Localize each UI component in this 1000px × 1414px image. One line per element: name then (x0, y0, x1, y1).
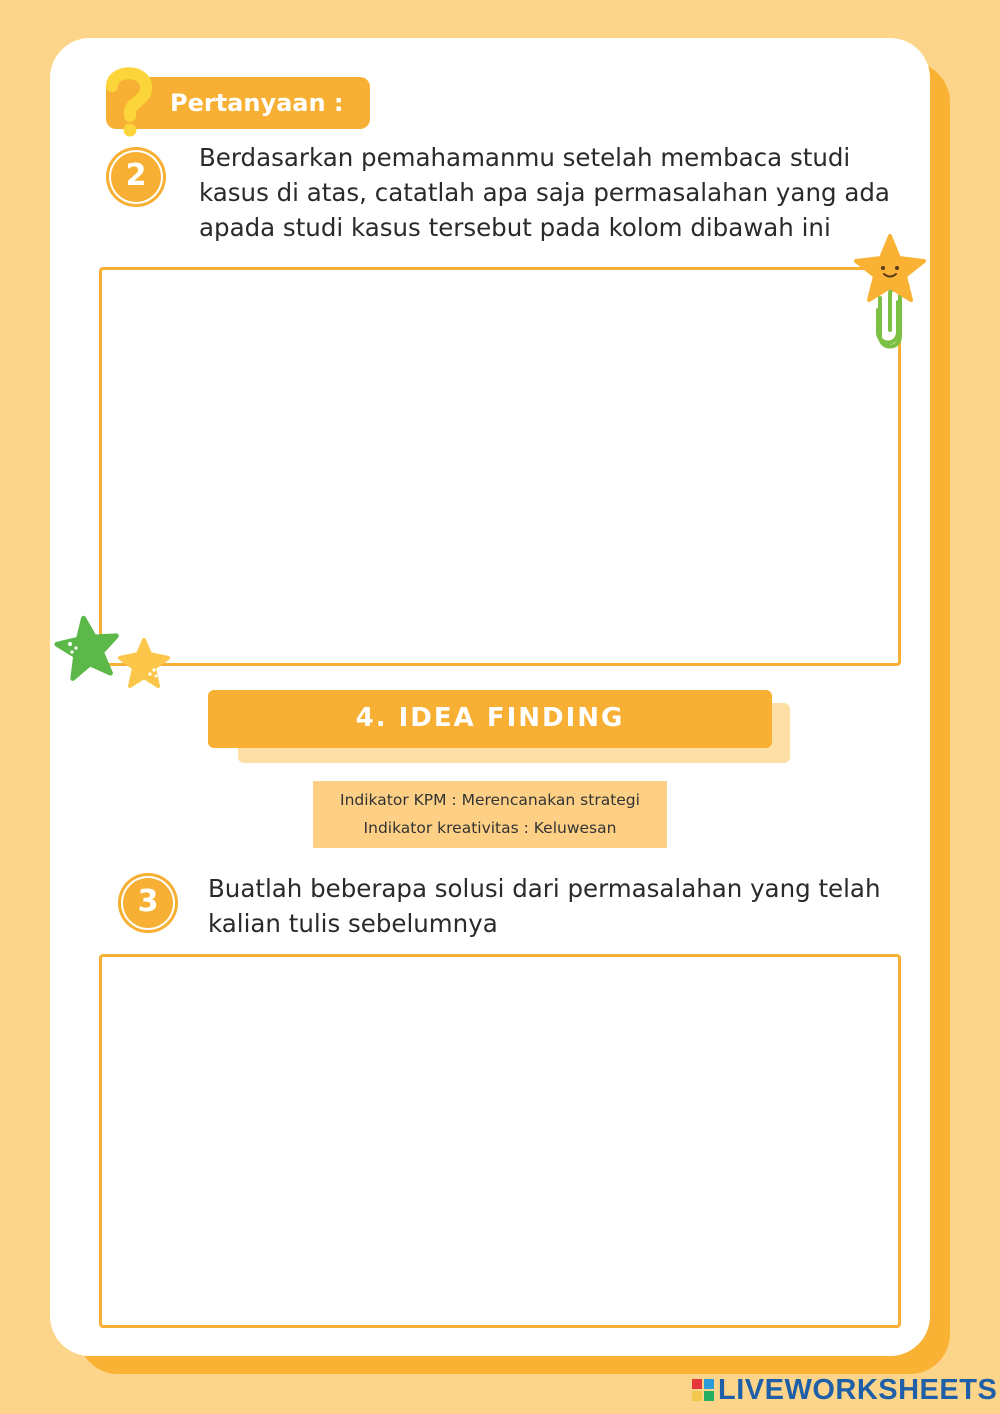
green-star-icon (54, 614, 121, 680)
question-2-line: kasus di atas, catatlah apa saja permasalahan yang ada (199, 178, 890, 207)
liveworksheets-logo-icon (692, 1379, 714, 1401)
section-title: 4. IDEA FINDING (208, 690, 772, 748)
brand-name: LIVEWORKSHEETS (718, 1373, 998, 1406)
indicator-kpm: Indikator KPM : Merencanakan strategi (340, 791, 640, 809)
decorative-stars (54, 614, 178, 696)
liveworksheets-brand[interactable] (692, 1374, 997, 1406)
question-3-line: kalian tulis sebelumnya (208, 909, 498, 938)
answer-box-question-2[interactable] (99, 267, 901, 666)
question-mark-icon (100, 64, 156, 138)
question-2-line: apada studi kasus tersebut pada kolom dibawah ini (199, 213, 831, 242)
indicator-box (313, 781, 667, 848)
star-paperclip-icon (852, 232, 928, 354)
question-2-text (199, 140, 890, 245)
question-number-2: 2 (106, 147, 166, 207)
question-3-line: Buatlah beberapa solusi dari permasalahan yang telah (208, 874, 881, 903)
indicator-creativity: Indikator kreativitas : Keluwesan (363, 819, 617, 837)
answer-box-question-3[interactable] (99, 954, 901, 1328)
yellow-star-icon (120, 640, 168, 686)
question-header-label: Pertanyaan : (170, 89, 344, 117)
question-2-line: Berdasarkan pemahamanmu setelah membaca studi (199, 143, 851, 172)
question-number-3: 3 (118, 873, 178, 933)
question-3-text (208, 871, 880, 941)
